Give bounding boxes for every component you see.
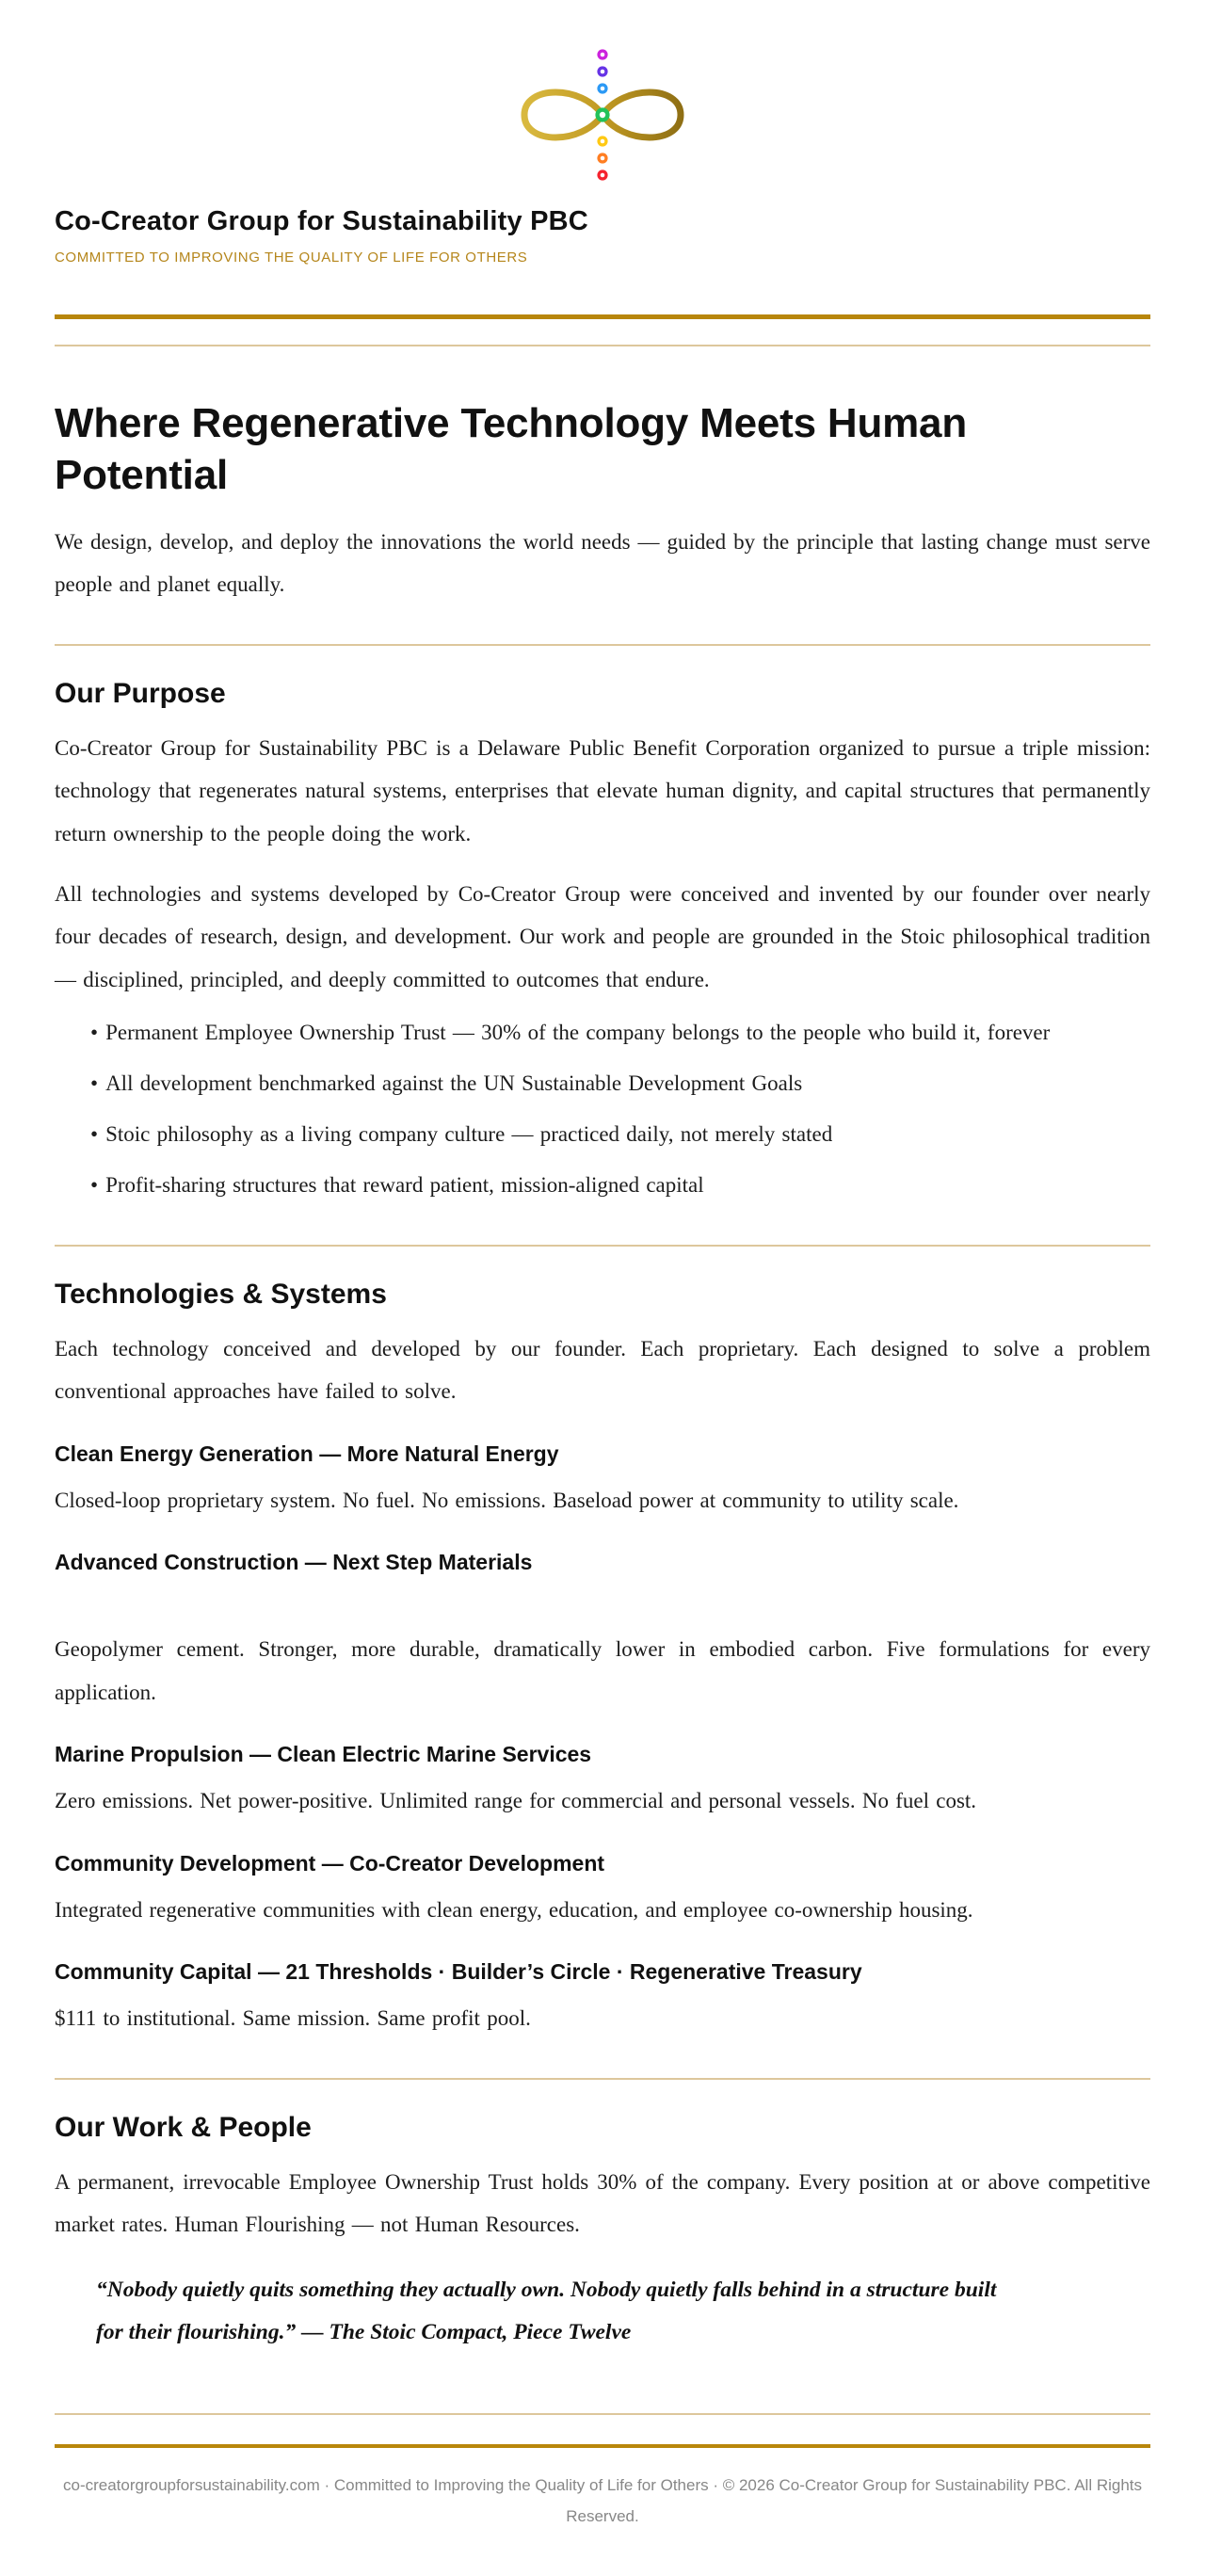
footer-text: co-creatorgroupforsustainability.com · Committed to Improving the Quality of Life for Others · © 2026 Co-Creator Group for Sustainability PBC. All Rights Reserved. (62, 2475, 1142, 2525)
section-divider (55, 2078, 1150, 2080)
bullet-icon: • (90, 1121, 99, 1146)
site-footer (55, 2470, 1150, 2532)
main-content (55, 397, 1150, 2532)
stoic-compact-quote: “Nobody quietly quits something they actually own. Nobody quietly falls behind in a structure built for their flourishing.” — The Stoic Compact, Piece Twelve (96, 2277, 997, 2345)
technologies-heading: Technologies & Systems (55, 1278, 387, 1310)
divider-gold-thick (55, 314, 1150, 319)
bullet-icon: • (90, 1021, 99, 1045)
section-divider (55, 644, 1150, 646)
tech-item-title-community-capital: Community Capital — 21 Thresholds · Builder’s Circle · Regenerative Treasury (55, 1959, 862, 1985)
bullet-item (90, 1063, 1150, 1105)
bullet-text: Permanent Employee Ownership Trust — 30% of the company belongs to the people who build it, forever (105, 1021, 1051, 1045)
purpose-bullet-list (55, 1012, 1150, 1206)
hero-section (55, 397, 1150, 606)
site-header (55, 0, 1150, 266)
tech-item-title-community-development: Community Development — Co-Creator Development (55, 1850, 605, 1876)
work-paragraph: A permanent, irrevocable Employee Ownership Trust holds 30% of the company. Every position at or above competitive market rates. Human Flourishing — not Human Resources. (55, 2169, 1150, 2237)
bullet-item (90, 1165, 1150, 1207)
technologies-intro: Each technology conceived and developed by our founder. Each proprietary. Each designed to solve a problem conventional approaches have failed to solve. (55, 1336, 1150, 1404)
bullet-text: Stoic philosophy as a living company culture — practiced daily, not merely stated (105, 1121, 833, 1146)
tech-item-desc-advanced-construction: Geopolymer cement. Stronger, more durable, dramatically lower in embodied carbon. Five formulations for every application. (55, 1637, 1150, 1704)
footer-divider-gold (55, 2444, 1150, 2448)
our-purpose-heading: Our Purpose (55, 677, 226, 709)
page-title: Where Regenerative Technology Meets Human Potential (55, 400, 967, 499)
brand-logo (55, 0, 1150, 199)
tech-item-title-marine-propulsion: Marine Propulsion — Clean Electric Marine Services (55, 1742, 592, 1767)
site-title: Co-Creator Group for Sustainability PBC (55, 206, 588, 236)
bullet-text: All development benchmarked against the UN Sustainable Development Goals (105, 1071, 803, 1095)
purpose-paragraph-2: All technologies and systems developed by Co-Creator Group were conceived and invented by our founder over nearly four decades of research, design, and development. Our work and people are grounded in the Stoic philosophical tradition — disciplined, principled, and deeply committed to outcomes that endure. (55, 881, 1150, 991)
section-divider (55, 1245, 1150, 1247)
bullet-text: Profit-sharing structures that reward patient, mission-aligned capital (105, 1172, 704, 1197)
chakra-dots (595, 49, 609, 180)
bullet-icon: • (90, 1172, 99, 1197)
infinity-chakra-icon (493, 32, 712, 194)
tech-item-desc-marine-propulsion: Zero emissions. Net power-positive. Unlimited range for commercial and personal vessels. No fuel cost. (55, 1789, 977, 1813)
section-technologies (55, 1279, 1150, 2040)
brand-tagline: COMMITTED TO IMPROVING THE QUALITY OF LIFE FOR OTHERS (55, 250, 528, 266)
divider-tan-thin (55, 345, 1150, 346)
tech-item-title-clean-energy: Clean Energy Generation — More Natural Energy (55, 1441, 559, 1466)
hero-lede: We design, develop, and deploy the innovations the world needs — guided by the principle that lasting change must serve people and planet equally. (55, 529, 1150, 597)
our-work-people-heading: Our Work & People (55, 2111, 312, 2143)
bullet-item (90, 1012, 1150, 1055)
purpose-paragraph-1: Co-Creator Group for Sustainability PBC is a Delaware Public Benefit Corporation organized to pursue a triple mission: technology that regenerates natural systems, enterprises that elevate human dignity, and capital structures that permanently return ownership to the people doing the work. (55, 735, 1150, 845)
tech-item-desc-community-capital: $111 to institutional. Same mission. Same profit pool. (55, 2006, 531, 2031)
bullet-item (90, 1114, 1150, 1156)
section-our-work-people (55, 2112, 1150, 2355)
tech-item-title-advanced-construction: Advanced Construction — Next Step Materials (55, 1550, 533, 1575)
bullet-icon: • (90, 1071, 99, 1095)
tech-item-desc-community-development: Integrated regenerative communities with clean energy, education, and employee co-ownership housing. (55, 1897, 973, 1922)
section-our-purpose (55, 678, 1150, 1207)
tech-item-desc-clean-energy: Closed-loop proprietary system. No fuel. No emissions. Baseload power at community to utility scale. (55, 1488, 959, 1512)
footer-divider-tan (55, 2413, 1150, 2415)
